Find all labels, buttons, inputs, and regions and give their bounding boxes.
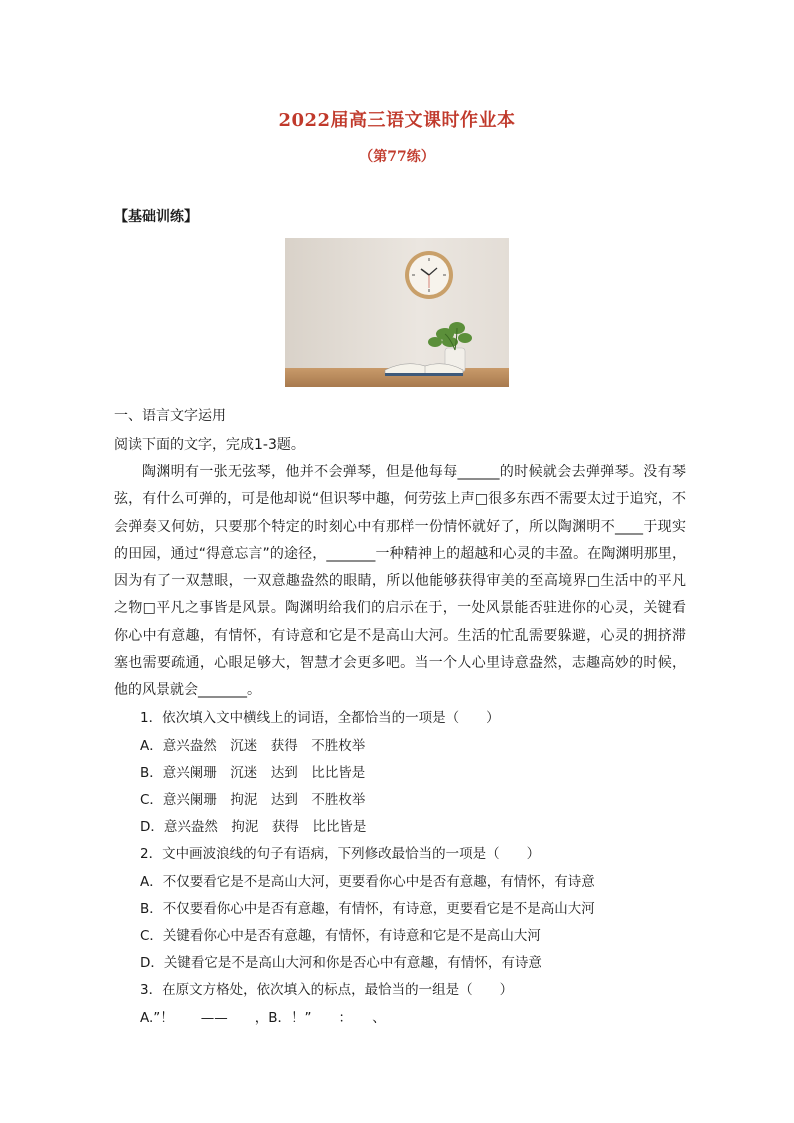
question-2-option-d: D．关键看它是不是高山大河和你是否心中有意趣，有情怀，有诗意 xyxy=(140,955,542,971)
question-2-stem: 2．文中画波浪线的句子有语病，下列修改最恰当的一项是（ ） xyxy=(140,846,541,862)
part1-intro: 阅读下面的文字，完成1-3题。 xyxy=(114,437,305,453)
question-3-options: A.”！ —— ，B．！” ： 、 xyxy=(140,1010,386,1026)
question-3-stem: 3．在原文方格处，依次填入的标点，最恰当的一组是（ ） xyxy=(140,982,514,998)
question-1-stem: 1．依次填入文中横线上的词语，全都恰当的一项是（ ） xyxy=(140,710,500,726)
question-1-option-a: A．意兴盎然 沉迷 获得 不胜枚举 xyxy=(140,738,366,754)
page-subtitle: （第77练） xyxy=(359,149,435,165)
section-label: 【基础训练】 xyxy=(114,209,198,225)
page-title: 2022届高三语文课时作业本 xyxy=(278,110,516,131)
reading-passage: 陶渊明有一张无弦琴，他并不会弹琴，但是他每每______的时候就会去弹弹琴。没有琴弦，有什么可弹的，可是他却说“但识琴中趣，何劳弦上声□很多东西不需要太过于追究，不会弹奏又何妨，只要那个特定的时刻心中有那样一份情怀就好了，所以陶渊明不____于现实的田园，通过“得意忘言”的途径，_______一种精神上的超越和心灵的丰盈。在陶渊明那里，因为有了一双慧眼，一双意趣盎然的眼睛，所以他能够获得审美的至高境界□生活中的平凡之物□平凡之事皆是风景。陶渊明给我们的启示在于，一处风景能否驻进你的心灵，关键看你心中有意趣，有情怀，有诗意和它是不是高山大河。生活的忙乱需要躲避，心灵的拥挤滞塞也需要疏通，心眼足够大，智慧才会更多吧。当一个人心里诗意盎然，志趣高妙的时候，他的风景就会_______。 xyxy=(114,464,686,699)
question-1-option-d: D．意兴盎然 拘泥 获得 比比皆是 xyxy=(140,819,367,835)
question-1-option-c: C．意兴阑珊 拘泥 达到 不胜枚举 xyxy=(140,792,366,808)
question-2-option-b: B．不仅要看你心中是否有意趣，有情怀，有诗意，更要看它是不是高山大河 xyxy=(140,901,595,917)
question-2-option-c: C．关键看你心中是否有意趣，有情怀，有诗意和它是不是高山大河 xyxy=(140,928,541,944)
part1-heading: 一、语言文字运用 xyxy=(114,408,226,424)
question-2-option-a: A．不仅要看它是不是高山大河，更要看你心中是否有意趣，有情怀，有诗意 xyxy=(140,874,595,890)
photo-illustration xyxy=(285,238,509,387)
question-1-option-b: B．意兴阑珊 沉迷 达到 比比皆是 xyxy=(140,765,366,781)
clock-plant-book-photo xyxy=(285,238,509,387)
